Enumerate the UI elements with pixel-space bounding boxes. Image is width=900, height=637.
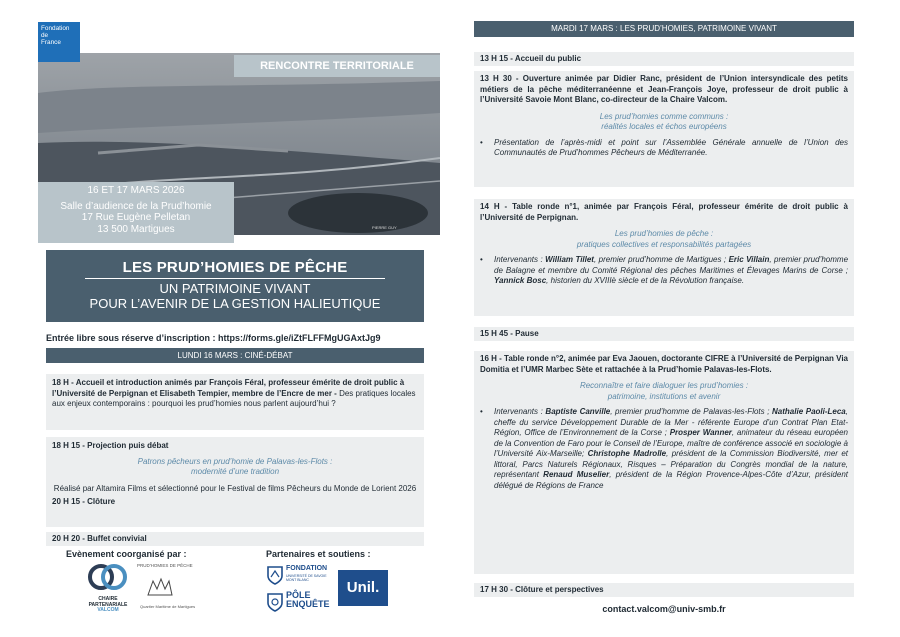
chaire-line: CHAIRE — [98, 596, 118, 602]
partners-heading: Partenaires et soutiens : — [266, 549, 371, 559]
speakers-text — [494, 255, 848, 287]
speakers-label: Intervenants : — [494, 407, 546, 416]
projection-heading: 18 H 15 - Projection puis débat — [52, 441, 169, 450]
bullet-icon: • — [480, 407, 483, 416]
speaker-role: , premier prud’homme de Martigues ; — [593, 255, 729, 264]
speaker-name: Nathalie Paoli-Leca — [772, 407, 846, 416]
emblem-icon — [145, 575, 175, 599]
monday-header: LUNDI 16 MARS : CINÉ-DÉBAT — [46, 348, 424, 363]
speaker-name: Eric Villain — [728, 255, 770, 264]
roundtable2-theme-1: Reconnaître et faire dialoguer les prud’homies : — [579, 381, 749, 390]
speaker-name: Prosper Wanner — [669, 428, 732, 437]
speaker-role: , historien du XVIIIè siècle et de la Révolution française. — [546, 276, 745, 285]
opening-theme-1: Les prud’homies comme communs : — [599, 111, 729, 121]
tuesday-opening — [474, 71, 854, 187]
monday-block-welcome — [46, 374, 424, 430]
city: 13 500 Martigues — [97, 223, 175, 235]
event-title-box — [46, 250, 424, 322]
speaker-name: William Tillet — [545, 255, 594, 264]
logo-line: France — [41, 39, 61, 46]
quartier-logo-text: Quartier Maritime de Martigues — [140, 604, 196, 609]
opening-heading: 13 H 30 - Ouverture animée par Didier Ranc, président de l’Union intersyndicale des petits métiers de la pêche méditerranéenne et Jean-François Joye, professeur de droit public à l’Université Savoie Mont Blanc, co-directeur de la Chaire Valcom. — [480, 74, 848, 104]
speakers-text — [494, 407, 848, 491]
tuesday-break: 15 H 45 - Pause — [474, 327, 854, 341]
speaker-name: Baptiste Canville — [545, 407, 611, 416]
title-divider — [85, 278, 385, 279]
chaire-line: PARTENARIALE — [88, 601, 128, 608]
roundtable2-speakers — [480, 407, 848, 491]
fondation2-title: FONDATION — [286, 565, 328, 572]
pole-line: PÔLE — [286, 590, 311, 600]
pole-enquete-logo — [266, 590, 336, 616]
speaker-role: , président de la Région Provence-Alpes-Côte d’Azur, président délégué de Régions de France — [494, 470, 848, 490]
speaker-role: , premier prud’homme de Balagne et membre du Comité Régional des pêches Maritimes et Élevages Marins de Corse ; — [494, 255, 849, 275]
contact-email[interactable]: contact.valcom@univ-smb.fr — [602, 604, 726, 614]
chaire-line: VALCOM — [97, 607, 119, 613]
organisers-heading: Evènement coorganisé par : — [66, 549, 187, 559]
tuesday-closing: 17 H 30 - Clôture et perspectives — [474, 583, 854, 597]
time-label: 18 H - — [52, 378, 76, 387]
tuesday-welcome: 13 H 15 - Accueil du public — [474, 52, 854, 66]
opening-bullet-text: Présentation de l’après-midi et point sur l’Assemblée Générale annuelle de l’Union des Communautés de Prud’hommes Pêcheurs de Méditerranée. — [494, 137, 848, 157]
tuesday-header: MARDI 17 MARS : LES PRUD’HOMIES, PATRIMOINE VIVANT — [474, 21, 854, 37]
roundtable1-heading: 14 H - Table ronde n°1, animée par François Féral, professeur émérite de droit public à l’Université de Perpignan. — [480, 202, 848, 222]
rencontre-territoriale-banner: RENCONTRE TERRITORIALE — [234, 55, 440, 77]
roundtable1-theme-1: Les prud’homies de pêche : — [614, 229, 714, 238]
chaire-valcom-logo — [84, 562, 132, 614]
registration-link[interactable]: Entrée libre sous réserve d’inscription : https://forms.gle/iZtFLFFMgUGAxtJg9 — [46, 333, 381, 343]
film-title-2: modernité d’une tradition — [190, 467, 280, 476]
logo-line: de — [41, 32, 49, 39]
opening-theme-2: réalités locales et échos européens — [601, 122, 727, 131]
speaker-role: , cheffe du service Développement Durable de la Mer - référente Europe d’un Contrat Plan Etat-Région, Office de l’Environnement de la Corse ; — [494, 407, 848, 437]
shield-icon — [266, 565, 284, 585]
fondation-usmb-logo — [266, 563, 336, 589]
event-subtitle-2: POUR L’AVENIR DE LA GESTION HALIEUTIQUE — [89, 296, 381, 311]
prudhomies-logo-text: PRUD'HOMIES DE PÊCHE — [137, 563, 193, 568]
welcome-bold: Accueil et introduction animés par François Féral, professeur émérite de droit public à l’Université de Perpignan et Elisabeth Tempier, membre de l’Encre de mer - — [52, 378, 405, 398]
bullet-icon: • — [480, 137, 483, 147]
pole-line: ENQUÊTE — [286, 599, 330, 609]
tuesday-roundtable-1 — [474, 199, 854, 316]
closing-time: 20 H 15 - Clôture — [52, 497, 116, 506]
street: 17 Rue Eugène Pelletan — [81, 212, 191, 223]
photo-credit: PIERRE GUY — [372, 225, 397, 230]
speaker-name: Yannick Bosc — [494, 276, 547, 285]
roundtable1-speakers — [480, 255, 848, 287]
quartier-maritime-logo — [145, 575, 175, 603]
roundtable2-theme-2: patrimoine, institutions et avenir — [607, 391, 721, 401]
speaker-role: , animateur du réseau européen de la Convention de Faro pour le Conseil de l’Europe, maître de conférence associé en sociologie à l’Université Aix-Marseille; — [494, 428, 849, 458]
shield-icon — [266, 592, 284, 612]
opening-bullet — [480, 138, 848, 159]
rings-icon — [84, 562, 132, 592]
speaker-role: , premier prud’homme de Palavas-les-Flots ; — [610, 407, 773, 416]
speaker-name: Christophe Madrolle — [587, 449, 667, 458]
film-description: Réalisé par Altamira Films et sélectionné pour le Festival de films Pêcheurs du Monde de Lorient 2026 — [53, 483, 417, 493]
dates-location-box — [38, 182, 234, 243]
event-subtitle-1: UN PATRIMOINE VIVANT — [159, 281, 311, 296]
event-title: LES PRUD’HOMIES DE PÊCHE — [122, 259, 348, 276]
tuesday-roundtable-2 — [474, 351, 854, 574]
venue: Salle d’audience de la Prud’homie — [60, 200, 212, 212]
unil-logo: Unil. — [338, 570, 388, 606]
monday-buffet: 20 H 20 - Buffet convivial — [46, 532, 424, 546]
speakers-label: Intervenants : — [494, 255, 546, 264]
fondation2-line: UNIVERSITÉ DE SAVOIE — [286, 574, 327, 578]
bullet-icon: • — [480, 255, 483, 264]
roundtable1-theme-2: pratiques collectives et responsabilités partagées — [576, 239, 752, 249]
logo-line: Fondation — [41, 25, 70, 32]
film-title-1: Patrons pêcheurs en prud’homie de Palavas-les-Flots : — [137, 456, 333, 466]
speaker-name: Renaud Muselier — [543, 470, 610, 479]
roundtable2-heading: 16 H - Table ronde n°2, animée par Eva Jaouen, doctorante CIFRE à l’Université de Perpignan Via Domitia et l’UMR Marbec Sète et rattachée à la Prud’homie Palavas-les-Flots. — [480, 354, 848, 374]
fondation2-line: MONT BLANC — [286, 578, 309, 582]
event-dates: 16 ET 17 MARS 2026 — [87, 185, 185, 196]
welcome-question: Des pratiques locales aux enjeux contemporains : pourquoi les prud’homies nous parlent aujourd’hui ? — [52, 388, 416, 408]
fondation-de-france-logo — [38, 22, 80, 62]
speaker-role: , président de la Commission Biodiversité, mer et littoral, Parcs Naturels Régionaux, Risques – Préparation du Congrès mondial de la nature, représentant — [494, 449, 849, 479]
monday-block-projection — [46, 437, 424, 527]
